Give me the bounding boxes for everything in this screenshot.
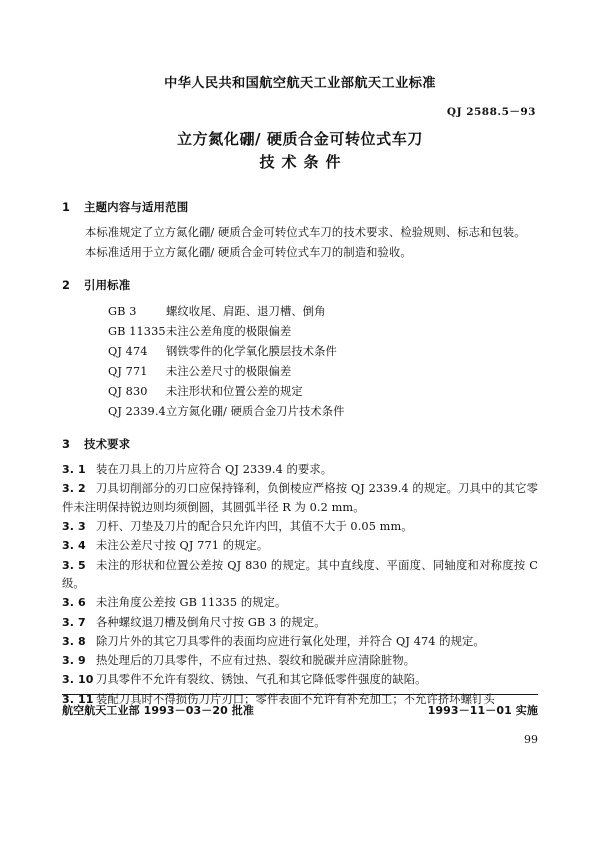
clause-number: 3. 5 xyxy=(62,558,86,572)
clause-3-4 xyxy=(62,537,538,555)
document-subtitle: 技术条件 xyxy=(259,152,348,171)
section-number-3: 3 xyxy=(62,437,71,452)
clause-text: 装在刀具上的刀片应符合 QJ 2339.4 的要求。 xyxy=(96,463,333,477)
reference-code: QJ 2339.4 xyxy=(108,405,166,419)
clause-number: 3. 10 xyxy=(62,673,94,687)
section-title-1: 主题内容与适用范围 xyxy=(84,200,189,214)
clause-number: 3. 7 xyxy=(62,615,86,629)
clause-number: 3. 11 xyxy=(62,692,94,706)
clause-number: 3. 2 xyxy=(62,482,86,496)
clause-text: 刀杆、刀垫及刀片的配合只允许内凹，其值不大于 0.05 mm。 xyxy=(96,520,413,534)
list-item xyxy=(62,382,538,402)
section-heading-1 xyxy=(62,199,538,215)
clause-3-9 xyxy=(62,652,538,670)
reference-title: 未注公差尺寸的极限偏差 xyxy=(166,364,292,378)
section-number-2: 2 xyxy=(62,277,71,292)
document-body xyxy=(62,199,538,709)
referenced-standards-list xyxy=(62,302,538,423)
document-title: 立方氮化硼/ 硬质合金可转位式车刀 xyxy=(177,130,423,148)
reference-code: QJ 830 xyxy=(108,384,148,398)
section-1-paragraph-2: 本标准适用于立方氮化硼/ 硬质合金可转位式车刀的制造和验收。 xyxy=(85,246,412,260)
reference-title: 钢铁零件的化学氧化膜层技术条件 xyxy=(166,344,337,358)
clause-number: 3. 3 xyxy=(62,520,86,534)
reference-title: 未注形状和位置公差的规定 xyxy=(166,384,303,398)
clause-text: 各种螺纹退刀槽及倒角尺寸按 GB 3 的规定。 xyxy=(96,615,326,629)
reference-code: GB 11335 xyxy=(108,324,166,338)
section-number-1: 1 xyxy=(62,200,71,214)
reference-title: 未注公差角度的极限偏差 xyxy=(166,324,292,338)
standard-number-row xyxy=(62,100,538,119)
footer-divider xyxy=(62,694,538,695)
section-heading-2 xyxy=(62,277,538,293)
issuing-organization-line: 中华人民共和国航空航天工业部航天工业标准 xyxy=(164,76,436,91)
reference-code: QJ 771 xyxy=(108,364,148,378)
clause-3-2 xyxy=(62,480,538,517)
clause-number: 3. 9 xyxy=(62,654,86,668)
clause-text: 刀具零件不允许有裂纹、锈蚀、气孔和其它降低零件强度的缺陷。 xyxy=(96,673,427,687)
section-heading-3 xyxy=(62,436,538,452)
clause-number: 3. 8 xyxy=(62,634,86,648)
footer-implementation-text: 1993－11－01 实施 xyxy=(427,704,538,717)
section-1-paragraph-1: 本标准规定了立方氮化硼/ 硬质合金可转位式车刀的技术要求、检验规则、标志和包装。 xyxy=(85,226,526,239)
clause-text: 未注的形状和位置公差按 QJ 830 的规定。其中直线度、平面度、同轴度和对称度按 C 级。 xyxy=(62,558,538,590)
reference-code: GB 3 xyxy=(108,304,137,318)
clause-text: 未注公差尺寸按 QJ 771 的规定。 xyxy=(96,539,269,553)
document-page xyxy=(0,72,600,848)
footer xyxy=(62,702,538,718)
reference-code: QJ 474 xyxy=(108,344,148,358)
standard-number: QJ 2588.5－93 xyxy=(446,106,536,118)
clause-3-10 xyxy=(62,671,538,689)
clause-number: 3. 4 xyxy=(62,539,86,553)
section-title-3: 技术要求 xyxy=(84,437,131,452)
clause-3-6 xyxy=(62,594,538,612)
list-item xyxy=(62,302,538,322)
clause-number: 3. 6 xyxy=(62,596,86,610)
clause-3-8 xyxy=(62,633,538,651)
footer-approval-text: 航空航天工业部 1993－03－20 批准 xyxy=(62,704,254,717)
page-number: 99 xyxy=(524,733,538,746)
clause-3-3 xyxy=(62,518,538,536)
clause-text: 装配刀具时不得损伤刀片刃口；零件表面不允许有补充加工；不允许挤坏螺钉头 xyxy=(96,692,495,706)
clause-3-5 xyxy=(62,557,538,594)
list-item xyxy=(62,402,538,422)
section-title-2: 引用标准 xyxy=(84,277,131,292)
clause-3-1 xyxy=(62,461,538,479)
list-item xyxy=(62,322,538,342)
list-item xyxy=(62,342,538,362)
reference-title: 螺纹收尾、肩距、退刀槽、倒角 xyxy=(166,304,326,318)
clause-text: 热处理后的刀具零件，不应有过热、裂纹和脱碳并应清除脏物。 xyxy=(96,654,416,668)
clause-number: 3. 1 xyxy=(62,463,86,477)
clause-text: 除刀片外的其它刀具零件的表面均应进行氧化处理，并符合 QJ 474 的规定。 xyxy=(96,634,485,648)
clause-text: 未注角度公差按 GB 11335 的规定。 xyxy=(96,596,287,610)
list-item xyxy=(62,362,538,382)
clause-text: 刀具切削部分的刃口应保持锋利，负倒棱应严格按 QJ 2339.4 的规定。刀具中的其它零件未注明保持锐边则均须倒圆，其圆弧半径 R 为 0.2 mm。 xyxy=(62,482,538,514)
clause-3-7 xyxy=(62,614,538,632)
reference-title: 立方氮化硼/ 硬质合金刀片技术条件 xyxy=(166,405,345,419)
